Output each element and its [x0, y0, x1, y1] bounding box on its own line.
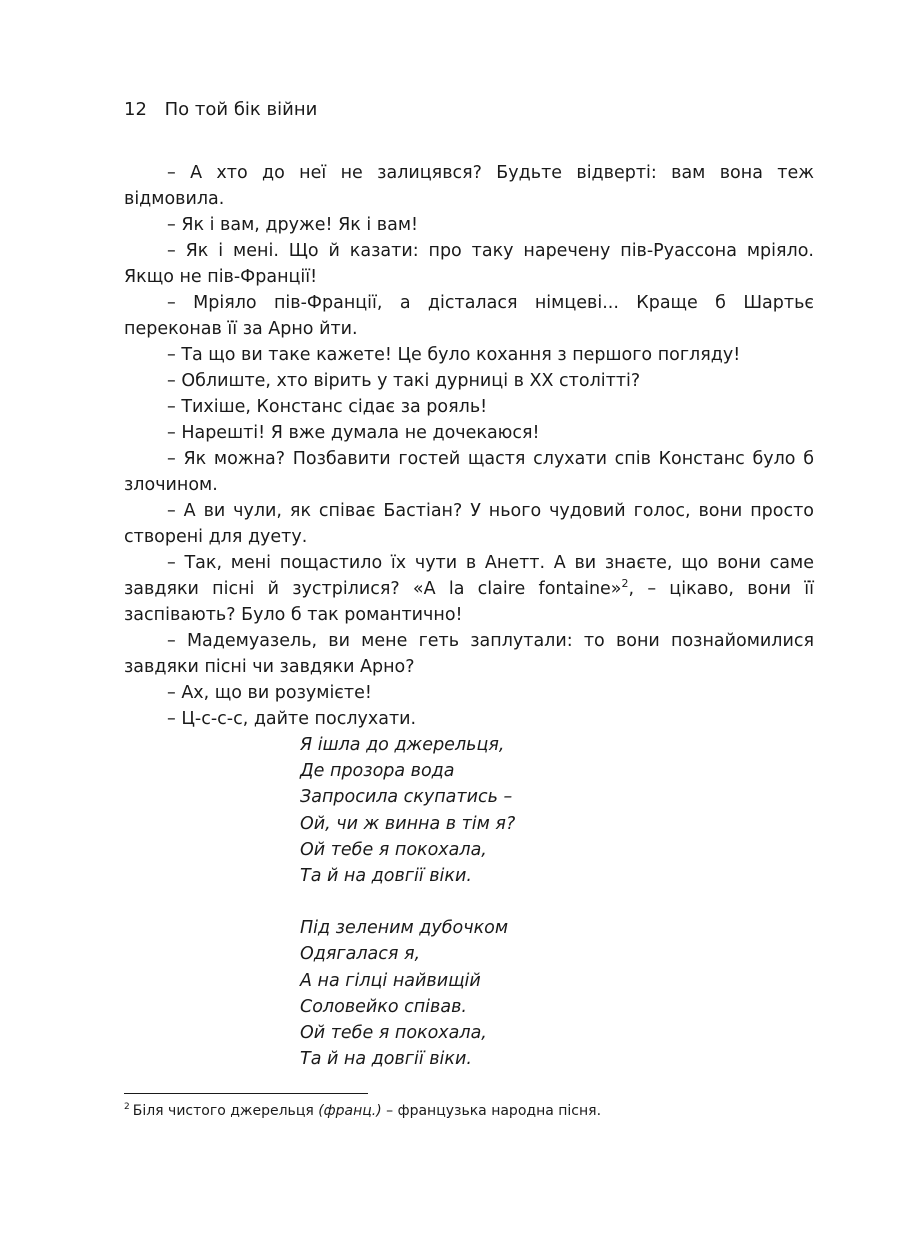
- book-title: По той бік війни: [164, 99, 318, 120]
- dialogue-line: – А хто до неї не залицявся? Будьте відверті: вам вона теж відмовила.: [124, 163, 814, 209]
- dialogue-line: – Ц-с-с-с, дайте послухати.: [167, 709, 417, 729]
- dialogue-line: – Та що ви таке кажете! Це було кохання з першого погляду!: [167, 345, 741, 365]
- dialogue-line: – Тихіше, Констанс сідає за рояль!: [167, 397, 488, 417]
- footnote-language-note: (франц.): [318, 1103, 382, 1119]
- page-number: 12: [124, 99, 147, 120]
- dialogue-line: – Мріяло пів-Франції, а дісталася німцеві... Краще б Шартьє переконав її за Арно йти.: [124, 293, 814, 339]
- dialogue-text: – Так, мені пощастило їх чути в Анетт. А ви знаєте, що вони саме завдяки пісні й зустрілися? «A la claire fontaine»: [124, 553, 814, 599]
- verse-line: Запросила скупатись –: [300, 787, 513, 808]
- verse-line: Ой тебе я покохала,: [300, 839, 487, 860]
- footnote-text: – французька народна пісня.: [381, 1103, 602, 1119]
- verse-line: Одягалася я,: [300, 944, 421, 965]
- dialogue-line: – Як і мені. Що й казати: про таку наречену пів-Руассона мріяло. Якщо не пів-Франції!: [124, 241, 814, 287]
- dialogue-line-with-footnote: [124, 550, 814, 628]
- dialogue-line: – Нарешті! Я вже думала не дочекаюся!: [167, 423, 540, 443]
- verse-line: Та й на довгії віки.: [300, 866, 472, 887]
- footnote-number: 2: [124, 1102, 130, 1113]
- song-verse: [300, 732, 515, 1098]
- dialogue-text: , – цікаво, вони її заспівають? Було б так романтично!: [124, 579, 814, 625]
- running-header: [124, 96, 317, 124]
- dialogue-block: [124, 160, 814, 732]
- dialogue-line: – Мадемуазель, ви мене геть заплутали: то вони познайомилися завдяки пісні чи завдяки Арно?: [124, 631, 814, 677]
- stanza-2: [300, 915, 515, 1072]
- verse-line: Ой тебе я покохала,: [300, 1023, 487, 1044]
- footnote-divider: [124, 1093, 368, 1094]
- dialogue-line: – Як і вам, друже! Як і вам!: [167, 215, 419, 235]
- verse-line: Та й на довгії віки.: [300, 1049, 472, 1070]
- verse-line: Я ішла до джерельця,: [300, 735, 505, 755]
- dialogue-line: – Як можна? Позбавити гостей щастя слухати спів Констанс було б злочином.: [124, 449, 814, 495]
- verse-line: А на гілці найвищій: [300, 970, 481, 991]
- stanza-1: [300, 732, 515, 889]
- dialogue-line: – Ах, що ви розумієте!: [167, 683, 372, 703]
- dialogue-line: – А ви чули, як співає Бастіан? У нього чудовий голос, вони просто створені для дуету.: [124, 501, 814, 547]
- verse-line: Де прозора вода: [300, 761, 455, 782]
- footnote: [124, 1100, 601, 1122]
- dialogue-line: – Облиште, хто вірить у такі дурниці в XX столітті?: [167, 371, 641, 391]
- footnote-reference[interactable]: 2: [621, 577, 629, 591]
- footnote-text: Біля чистого джерельця: [132, 1103, 319, 1119]
- verse-line: Під зеленим дубочком: [300, 918, 509, 939]
- verse-line: Соловейко співав.: [300, 996, 467, 1017]
- verse-line: Ой, чи ж винна в тім я?: [300, 813, 516, 834]
